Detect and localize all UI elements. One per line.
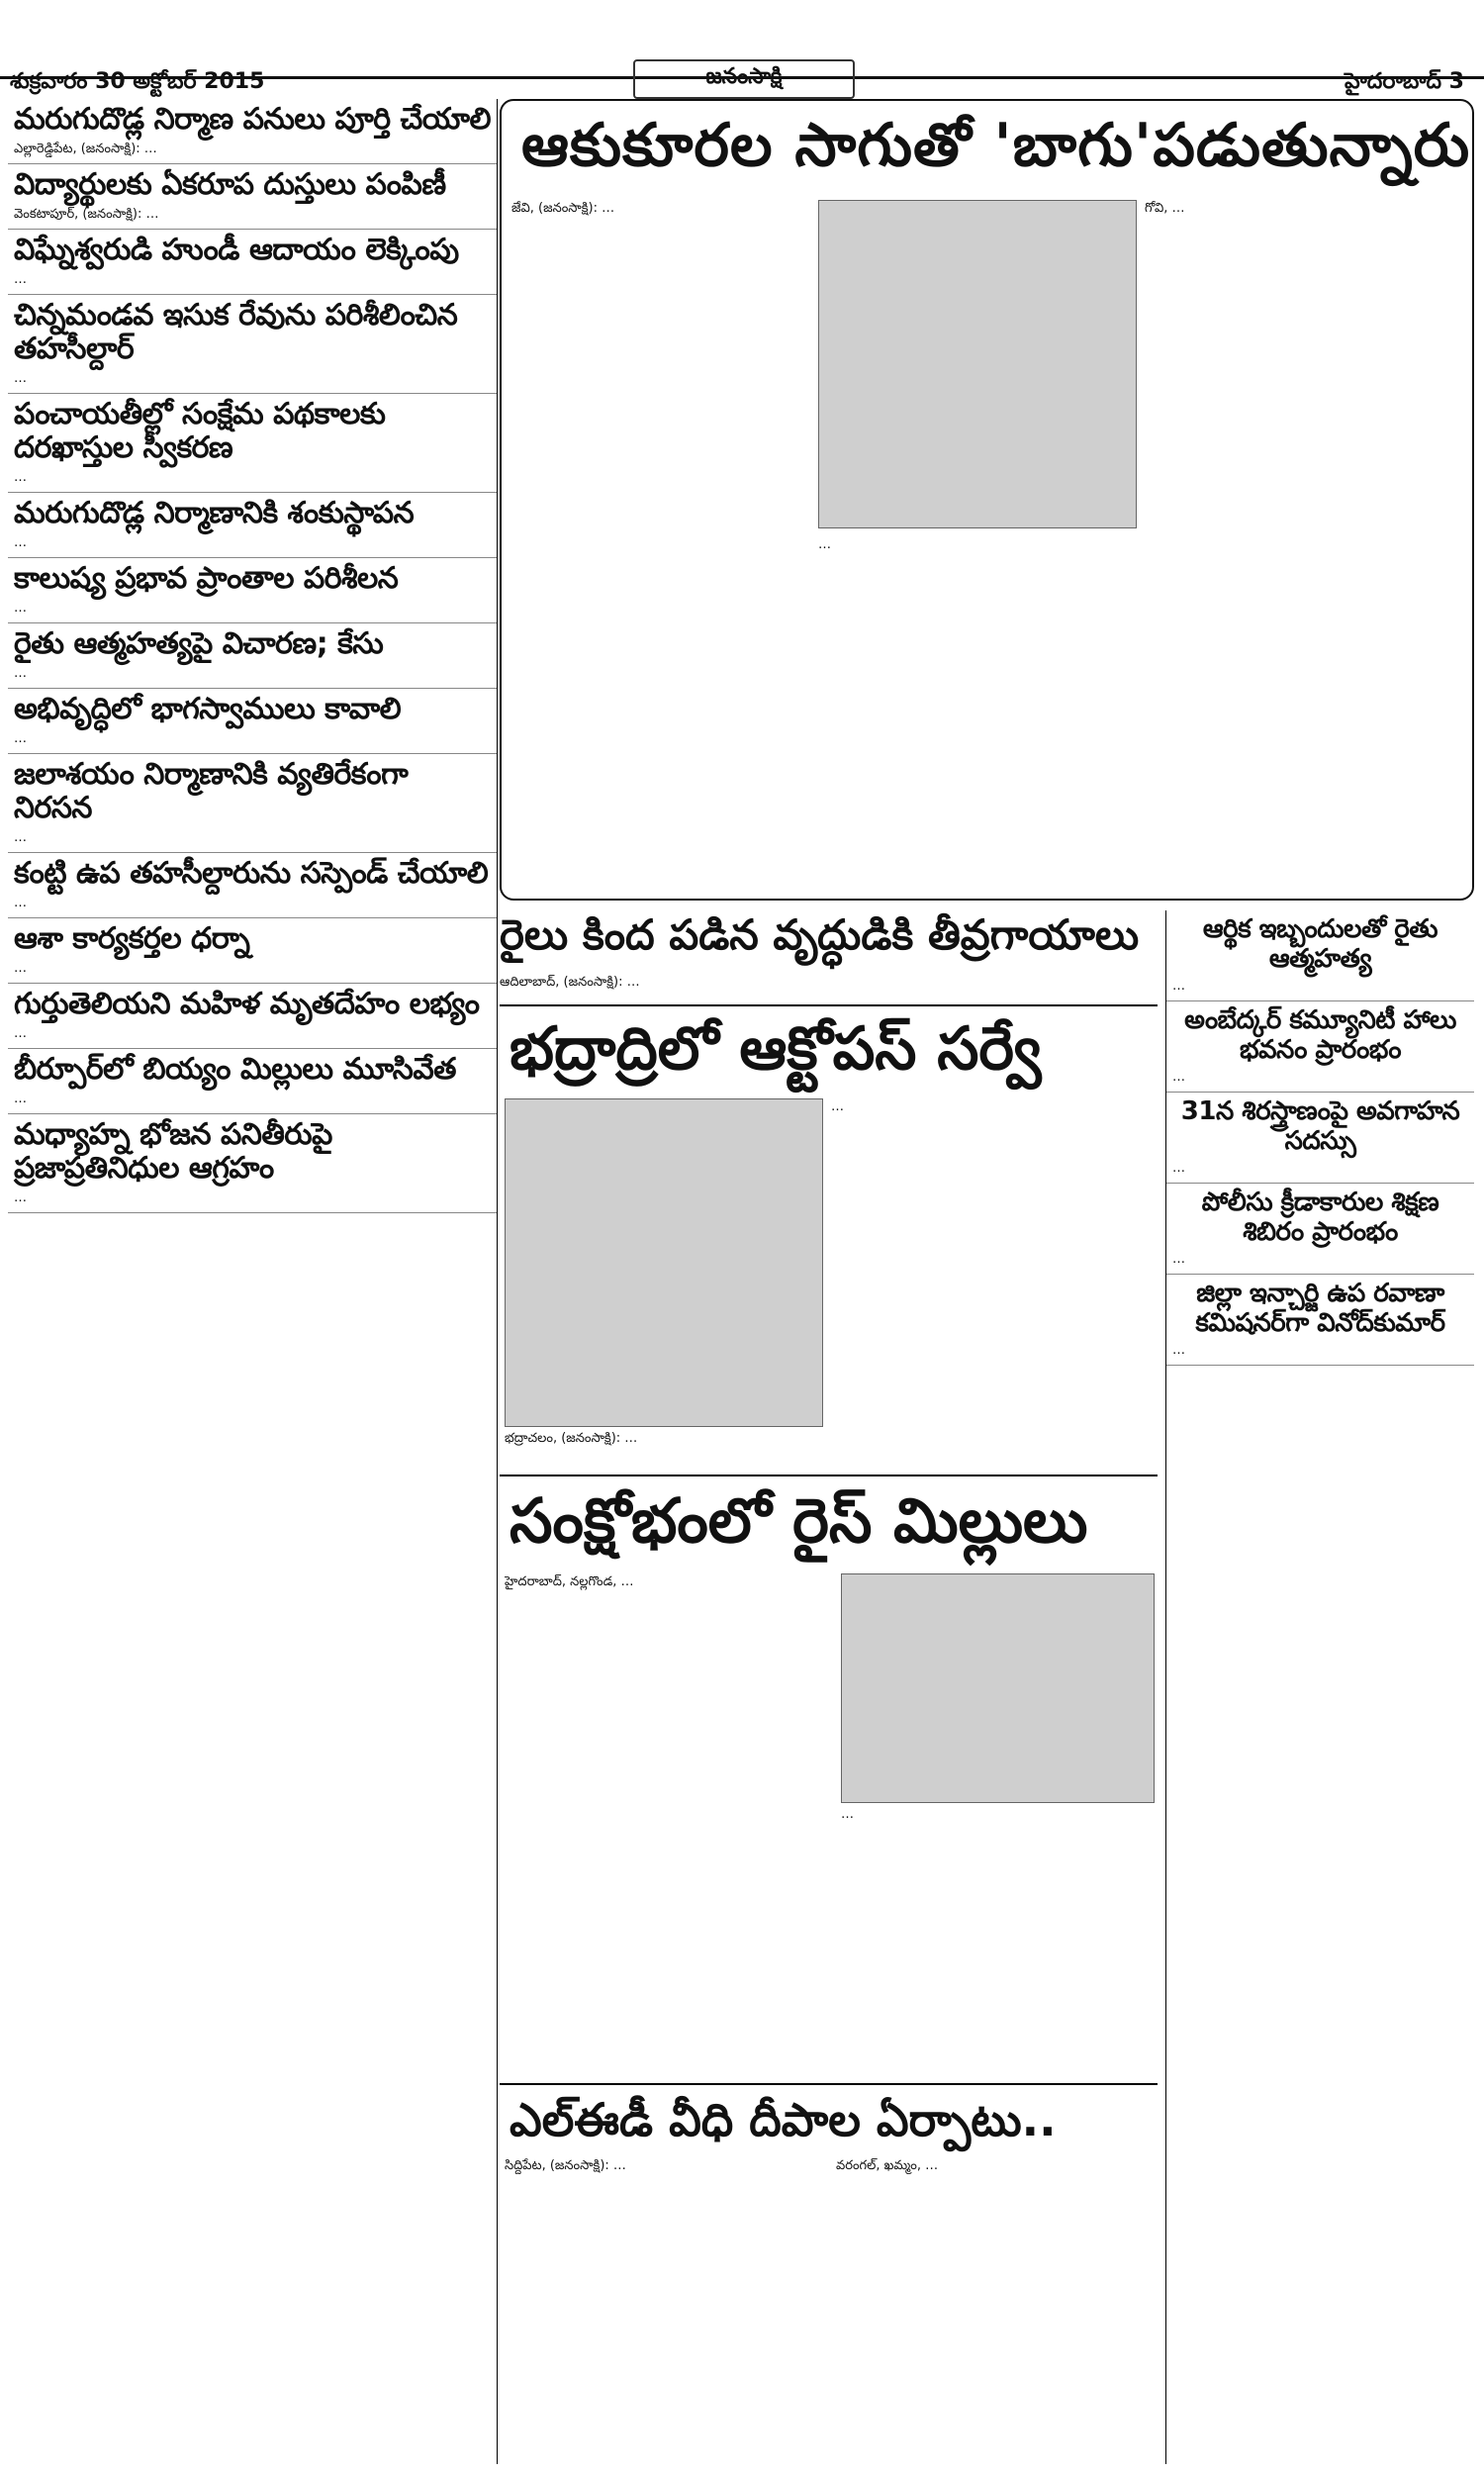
news-story <box>8 295 497 394</box>
divider <box>500 2083 1158 2085</box>
story-body: … <box>14 1092 27 1106</box>
vegetable-vendor-photo <box>818 200 1137 528</box>
story-body: వెంకటాపూర్, (జనంసాక్షి): … <box>14 207 159 222</box>
story-body: … <box>14 896 27 910</box>
story-body: … <box>14 371 27 386</box>
story-body: … <box>14 601 27 616</box>
news-story <box>8 558 497 623</box>
newspaper-logo: జనంసాక్షి <box>633 59 855 99</box>
story-headline: జలాశయం నిర్మాణానికి వ్యతిరేకంగా నిరసన <box>14 757 409 825</box>
story-headline: విఘ్నేశ్వరుడి హుండీ ఆదాయం లెక్కింపు <box>14 233 459 267</box>
story-headline: అభివృద్ధిలో భాగస్వాములు కావాలి <box>14 692 402 726</box>
news-story <box>8 99 497 164</box>
story-body: … <box>14 535 27 550</box>
story-headline: గుర్తుతెలియని మహిళ మృతదేహం లభ్యం <box>14 987 480 1021</box>
story-headline: చిన్నమండవ ఇసుక రేవును పరిశీలించిన తహసీల్దార్ <box>14 298 458 366</box>
rail-body: ఆదిలాబాద్, (జనంసాక్షి): … <box>500 975 640 990</box>
story-headline: పోలీసు క్రీడాకారుల శిక్షణ శిబిరం ప్రారంభం <box>1201 1188 1439 1247</box>
rice-mills-headline: సంక్షోభంలో రైస్ మిల్లులు <box>510 1484 1088 1557</box>
story-body: … <box>14 731 27 746</box>
rice-body-right: … <box>841 1807 854 1822</box>
story-headline: అంబేద్కర్ కమ్యూనిటీ హాలు భవనం ప్రారంభం <box>1184 1005 1456 1065</box>
banner-story <box>500 99 1474 901</box>
news-story <box>8 918 497 984</box>
rail-headline: రైలు కింద పడిన వృద్ధుడికి తీవ్రగాయాలు <box>500 910 1140 959</box>
news-story <box>8 853 497 918</box>
rail-accident-story <box>500 910 1158 999</box>
news-story <box>1166 910 1474 1001</box>
story-body: … <box>14 1026 27 1041</box>
news-story <box>8 1114 497 1213</box>
masthead <box>0 0 1484 94</box>
news-story <box>8 623 497 689</box>
story-headline: విద్యార్థులకు ఏకరూప దుస్తులు పంపిణీ <box>14 167 446 202</box>
banner-column-2: … <box>818 537 831 552</box>
right-news-column <box>1165 910 1474 2464</box>
story-headline: మరుగుదొడ్ల నిర్మాణానికి శంకుస్థాపన <box>14 496 415 530</box>
story-headline: మరుగుదొడ్ల నిర్మాణ పనులు పూర్తి చేయాలి <box>14 102 491 137</box>
story-body: … <box>14 830 27 845</box>
news-story <box>8 493 497 558</box>
news-story <box>1166 1093 1474 1184</box>
story-headline: కాలుష్య ప్రభావ ప్రాంతాల పరిశీలన <box>14 561 399 596</box>
octopus-body: … <box>831 1099 844 1114</box>
story-headline: మధ్యాహ్న భోజన పనితీరుపై ప్రజాప్రతినిధుల ఆగ్రహం <box>14 1117 332 1186</box>
story-headline: బీర్పూర్‌లో బియ్యం మిల్లులు మూసివేత <box>14 1052 457 1087</box>
temple-photo <box>505 1098 823 1427</box>
news-story <box>8 984 497 1049</box>
story-body: … <box>1172 979 1185 994</box>
story-headline: ఆర్థిక ఇబ్బందులతో రైతు ఆత్మహత్య <box>1202 914 1438 974</box>
octopus-headline: భద్రాద్రిలో ఆక్టోపస్ సర్వే <box>510 1014 1042 1084</box>
left-news-column <box>8 99 498 2464</box>
led-body-right: వరంగల్, ఖమ్మం, … <box>836 2158 939 2173</box>
news-story <box>8 230 497 295</box>
story-headline: రైతు ఆత్మహత్యపై విచారణ; కేసు <box>14 626 384 661</box>
story-headline: కంట్టి ఉప తహసీల్దారును సస్పెండ్ చేయాలి <box>14 856 489 891</box>
news-story <box>8 164 497 230</box>
story-body: … <box>14 666 27 681</box>
story-body: … <box>14 272 27 287</box>
rice-body-left: హైదరాబాద్, నల్లగొండ, … <box>505 1574 634 1589</box>
banner-column-1: జేవి, (జనంసాక్షి): … <box>511 201 615 216</box>
story-body: … <box>14 470 27 485</box>
news-story <box>8 394 497 493</box>
led-body-left: సిద్దిపేట, (జనంసాక్షి): … <box>505 2158 626 2173</box>
story-headline: పంచాయతీల్లో సంక్షేమ పథకాలకు దరఖాస్తుల స్వీకరణ <box>14 397 386 465</box>
story-body: … <box>1172 1070 1185 1085</box>
story-headline: ఆశా కార్యకర్తల ధర్నా <box>14 921 250 956</box>
story-body: … <box>1172 1161 1185 1176</box>
news-story <box>1166 1275 1474 1366</box>
story-body: … <box>1172 1252 1185 1267</box>
news-story <box>8 754 497 853</box>
page-city-number: హైదరాబాద్ 3 <box>1345 69 1464 94</box>
news-story <box>1166 1001 1474 1093</box>
story-body: ఎల్లారెడ్డిపేట, (జనంసాక్షి): … <box>14 142 157 156</box>
news-story <box>8 1049 497 1114</box>
banner-headline: ఆకుకూరల సాగుతో 'బాగు'పడుతున్నారు <box>521 111 1471 180</box>
story-body: … <box>1172 1343 1185 1358</box>
issue-date: శుక్రవారం 30 అక్టోబర్ 2015 <box>10 69 265 94</box>
news-story <box>8 689 497 754</box>
banner-column-3: గోవి, … <box>1145 201 1185 216</box>
temple-photo-caption: భద్రాచలం, (జనంసాక్షి): … <box>505 1431 638 1446</box>
story-body: … <box>14 961 27 976</box>
story-headline: 31న శిరస్త్రాణంపై అవగాహన సదస్సు <box>1180 1096 1460 1156</box>
story-headline: జిల్లా ఇన్చార్జి ఉప రవాణా కమిషనర్‌గా వినోద్‌కుమార్ <box>1195 1279 1445 1338</box>
divider <box>500 1475 1158 1476</box>
led-headline: ఎల్ఈడీ వీధి దీపాల ఏర్పాటు.. <box>510 2093 1057 2146</box>
rice-mill-photo <box>841 1573 1155 1803</box>
divider <box>500 1004 1158 1006</box>
story-body: … <box>14 1190 27 1205</box>
news-story <box>1166 1184 1474 1275</box>
